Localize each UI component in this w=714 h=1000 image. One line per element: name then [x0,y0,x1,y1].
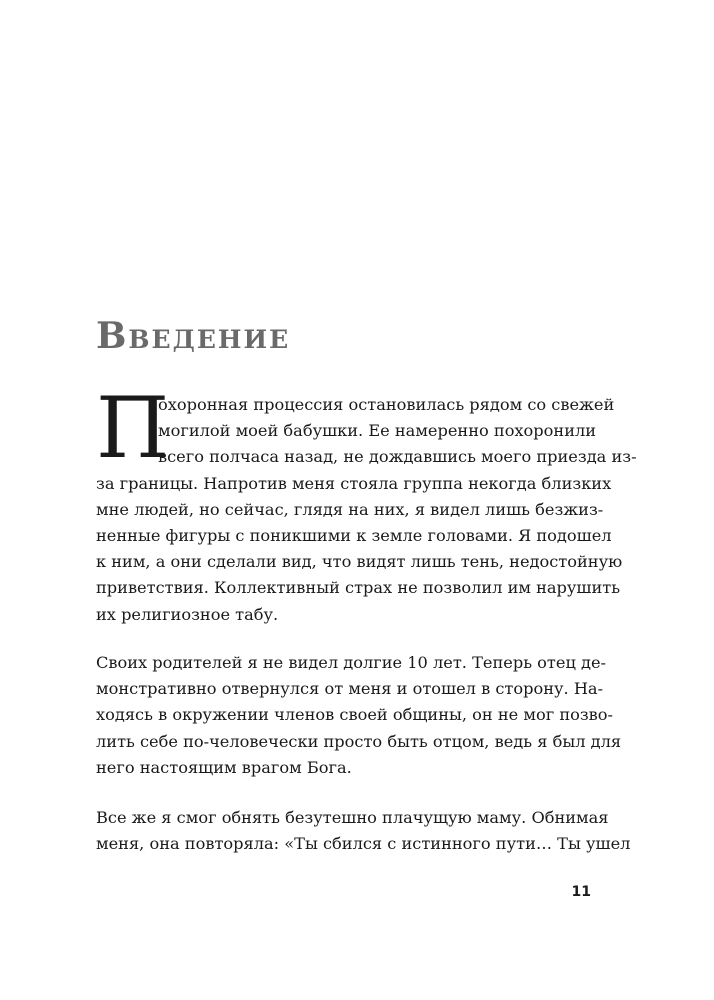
paragraph-2 [96,650,622,781]
text-line: к ним, а они сделали вид, что видят лишь тень, недостойную [96,552,623,572]
text-line: могилой моей бабушки. Ее намеренно похоронили [158,421,597,441]
paragraph-3 [96,805,631,857]
text-line: всего полчаса назад, не дождавшись моего приезда из- [158,447,637,467]
text-line: за границы. Напротив меня стояла группа некогда близких [96,473,612,493]
text-line: охоронная процессия остановилась рядом со свежей [158,395,615,414]
chapter-title: Введение [96,315,291,357]
page-number: 11 [571,884,591,900]
text-line: мне людей, но сейчас, глядя на них, я видел лишь безжиз- [96,499,604,519]
text-line: ненные фигуры с поникшими к земле головами. Я подошел [96,525,612,545]
text-line: Своих родителей я не видел долгие 10 лет. Теперь отец де- [96,653,607,672]
paragraph-1 [96,392,637,628]
text-line: их религиозное табу. [96,604,279,624]
text-line: лить себе по-человечески просто быть отцом, ведь я был для [96,731,622,751]
drop-cap-letter: П [96,379,170,477]
text-line: меня, она повторяла: «Ты сбился с истинного пути… Ты ушел [96,834,631,854]
text-line: Все же я смог обнять безутешно плачущую маму. Обнимая [96,808,609,827]
text-line: ходясь в окружении членов своей общины, он не мог позво- [96,705,614,725]
text-line: него настоящим врагом Бога. [96,757,352,777]
text-line: приветствия. Коллективный страх не позволил им нарушить [96,578,621,598]
text-line: монстративно отвернулся от меня и отошел в сторону. На- [96,679,604,699]
